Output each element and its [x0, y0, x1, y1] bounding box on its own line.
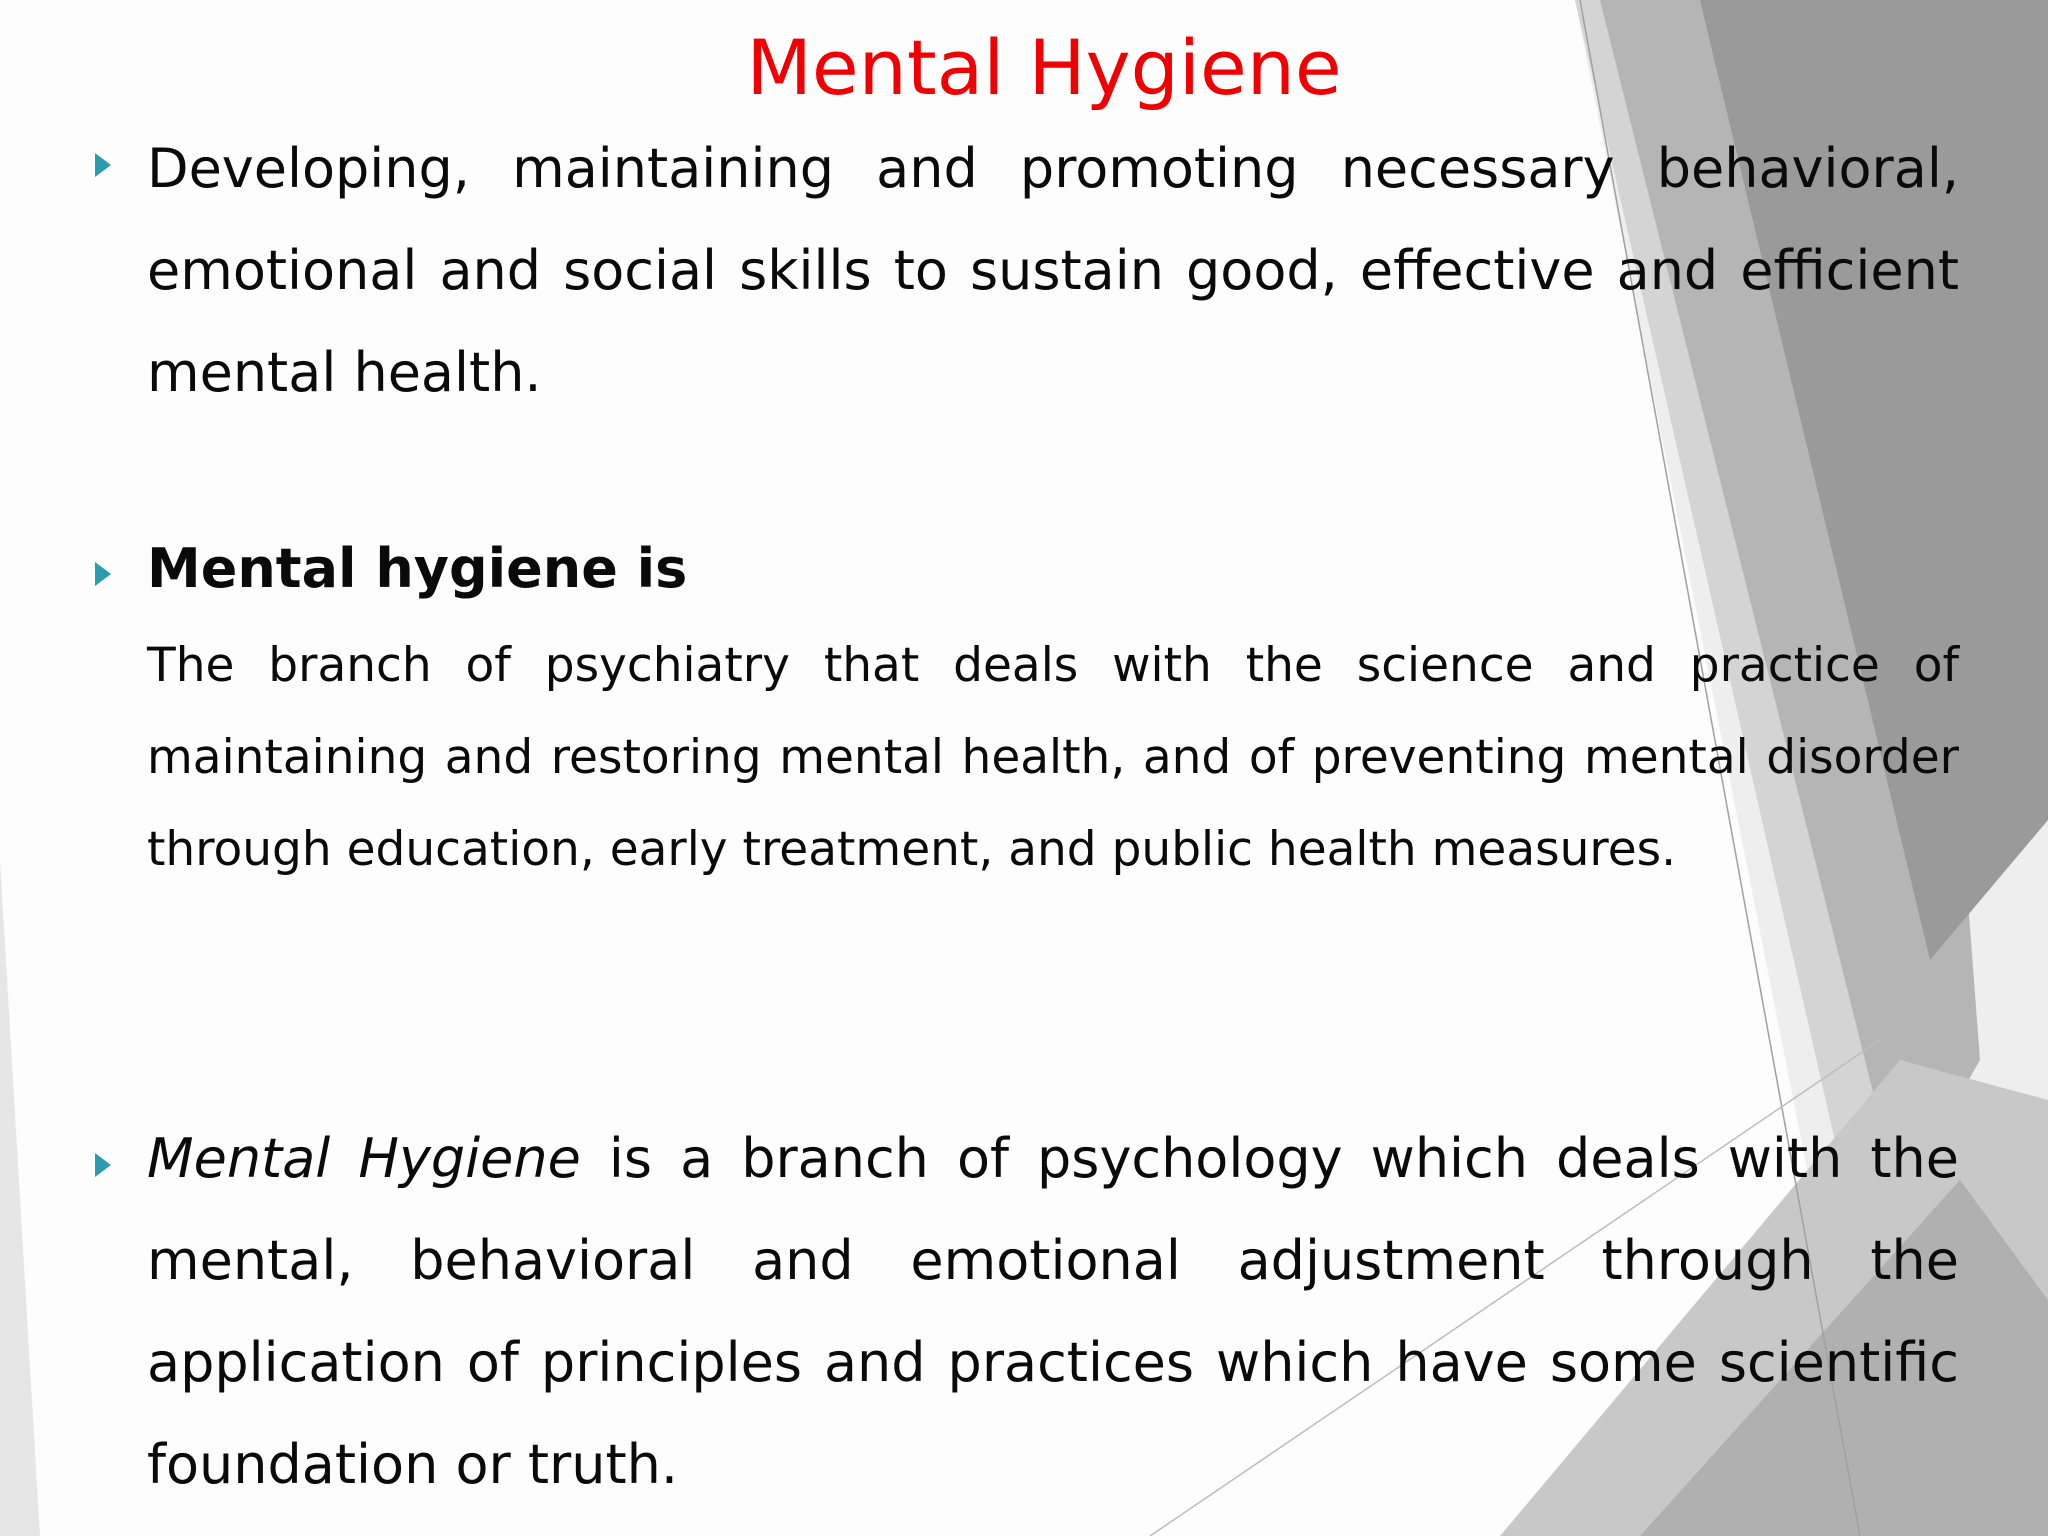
point-3-text: [147, 1108, 1959, 1516]
point-3-term: Mental Hygiene: [147, 1127, 581, 1190]
triangle-right-icon: [92, 560, 114, 588]
point-1-text: Developing, maintaining and promoting necessary behavioral, emotional and social skills to sustain good, effective and efficient mental health.: [147, 137, 1959, 404]
point-2-heading: Mental hygiene is: [147, 537, 688, 600]
triangle-right-icon: [92, 151, 114, 179]
point-2-definition: The branch of psychiatry that deals with the science and practice of maintaining and restoring mental health, and of preventing mental disorder through education, early treatment, and public health measures.: [147, 638, 1959, 877]
point-3-body: is a branch of psychology which deals with the mental, behavioral and emotional adjustment through the application of principles and practices which have some scientific foundation or truth.: [147, 1127, 1959, 1496]
triangle-right-icon: [92, 1151, 114, 1179]
slide-title: Mental Hygiene: [746, 23, 1342, 112]
